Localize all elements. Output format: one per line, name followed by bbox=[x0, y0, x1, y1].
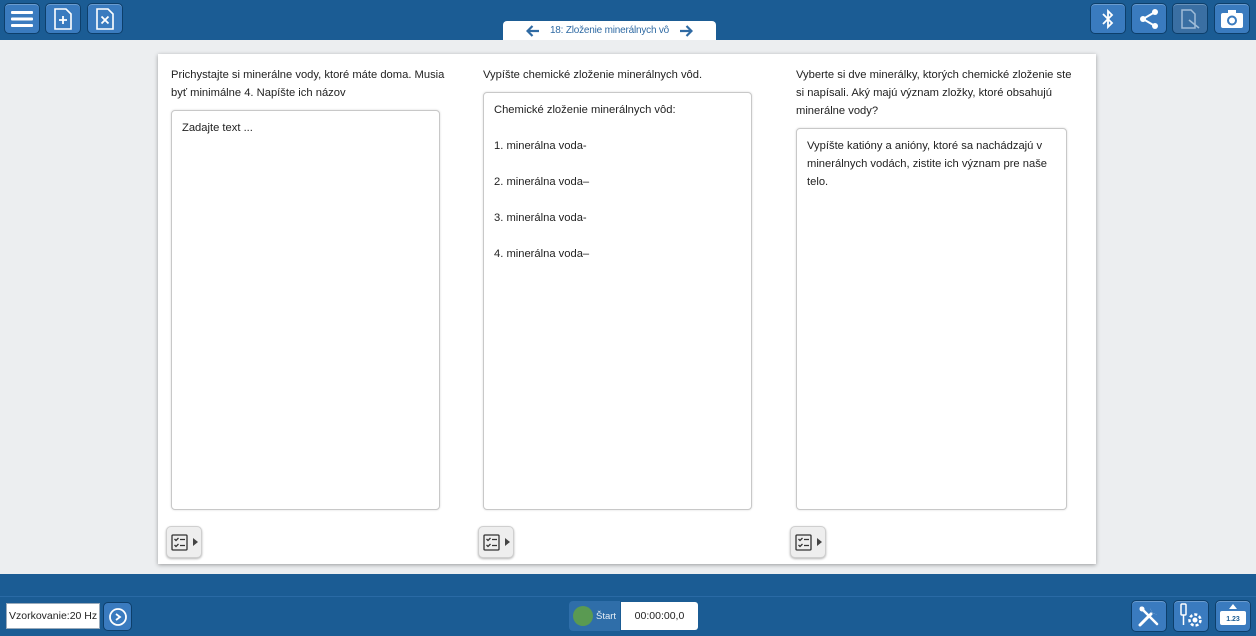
camera-icon bbox=[1220, 9, 1244, 29]
column-3-evaluate-button[interactable] bbox=[790, 526, 826, 558]
screenshot-button[interactable] bbox=[1214, 3, 1250, 34]
text-line: Vypíšte katióny a anióny, ktoré sa nachádzajú v bbox=[807, 140, 1043, 152]
text-line: minerálnych vodách, zistite ich význam pre naše bbox=[807, 158, 1048, 170]
export-button[interactable] bbox=[1172, 3, 1208, 34]
bluetooth-button[interactable] bbox=[1090, 3, 1126, 34]
text-line: 2. minerálna voda– bbox=[494, 176, 590, 188]
bluetooth-icon bbox=[1101, 8, 1115, 30]
share-button[interactable] bbox=[1131, 3, 1167, 34]
text-placeholder: Zadajte text ... bbox=[182, 122, 253, 134]
export-document-icon bbox=[1179, 8, 1201, 30]
column-3-prompt: Vyberte si dve minerálky, ktorých chemické zloženie ste si napísali. Aký majú význam zložky, ktoré obsahujú minerálne vody? bbox=[796, 69, 1072, 117]
column-1-evaluate-button[interactable] bbox=[166, 526, 202, 558]
tools-button[interactable] bbox=[1131, 600, 1167, 632]
sensor-gear-icon bbox=[1178, 603, 1204, 629]
top-toolbar bbox=[0, 0, 1256, 40]
sampling-settings-button[interactable] bbox=[103, 602, 132, 631]
timer-icon bbox=[108, 607, 128, 627]
checklist-icon bbox=[171, 533, 189, 551]
close-file-button[interactable] bbox=[87, 3, 123, 34]
start-button[interactable] bbox=[569, 601, 620, 631]
text-line: 1. minerálna voda- bbox=[494, 140, 587, 152]
close-file-icon bbox=[96, 8, 114, 30]
page-title: 18: Zloženie minerálnych vô bbox=[549, 25, 670, 36]
column-2-text-area[interactable] bbox=[483, 92, 752, 510]
column-1-prompt: Prichystajte si minerálne vody, ktoré máte doma. Musia byť minimálne 4. Napíšte ich názov bbox=[171, 69, 445, 99]
timer-display: 00:00:00,0 bbox=[621, 602, 698, 630]
text-line: Chemické zloženie minerálnych vôd: bbox=[494, 104, 676, 116]
tools-icon bbox=[1137, 604, 1161, 628]
text-line: telo. bbox=[807, 176, 829, 188]
expand-triangle-icon bbox=[817, 538, 822, 546]
start-indicator-icon bbox=[573, 606, 593, 626]
menu-button[interactable] bbox=[4, 3, 40, 34]
column-3-text-area[interactable] bbox=[796, 128, 1067, 510]
expand-triangle-icon bbox=[193, 538, 198, 546]
checklist-icon bbox=[795, 533, 813, 551]
text-line: 4. minerálna voda– bbox=[494, 248, 590, 260]
expand-triangle-icon bbox=[505, 538, 510, 546]
status-strip bbox=[0, 574, 1256, 596]
page-navigator bbox=[503, 21, 716, 40]
hamburger-icon bbox=[11, 10, 33, 28]
column-2-evaluate-button[interactable] bbox=[478, 526, 514, 558]
new-file-icon bbox=[54, 8, 72, 30]
column-1-text-area[interactable] bbox=[171, 110, 440, 510]
start-label: Štart bbox=[596, 610, 617, 622]
previous-page-arrow-icon[interactable] bbox=[526, 25, 540, 37]
counter-badge: 1.23 bbox=[1226, 616, 1240, 623]
bottom-toolbar bbox=[0, 596, 1256, 636]
worksheet-card bbox=[158, 54, 1096, 564]
new-file-button[interactable] bbox=[45, 3, 81, 34]
text-line: 3. minerálna voda- bbox=[494, 212, 587, 224]
counter-button[interactable] bbox=[1215, 600, 1251, 632]
share-icon bbox=[1138, 8, 1160, 30]
checklist-icon bbox=[483, 533, 501, 551]
column-2-prompt: Vypíšte chemické zloženie minerálnych vôd. bbox=[483, 69, 703, 81]
sensor-settings-button[interactable] bbox=[1173, 600, 1209, 632]
next-page-arrow-icon[interactable] bbox=[679, 25, 693, 37]
sampling-rate-field[interactable]: Vzorkovanie:20 Hz bbox=[6, 603, 100, 629]
